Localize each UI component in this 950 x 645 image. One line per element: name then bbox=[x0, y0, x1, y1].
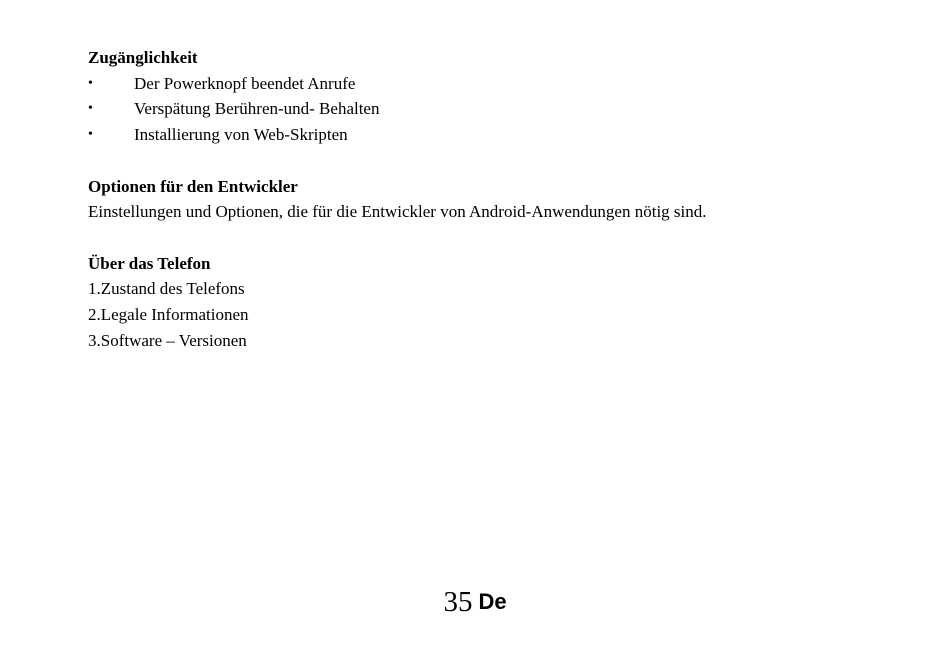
list-item-text: Installierung von Web-Skripten bbox=[134, 125, 348, 145]
list-item-text: Verspätung Berühren-und- Behalten bbox=[134, 99, 380, 119]
about-heading: Über das Telefon bbox=[88, 253, 211, 273]
list-item bbox=[88, 96, 908, 122]
list-item bbox=[88, 71, 908, 97]
list-item: 2.Legale Informationen bbox=[88, 305, 249, 324]
page-number: 35 bbox=[443, 586, 473, 618]
bullet-icon: • bbox=[88, 75, 93, 91]
list-item-text: Der Powerknopf beendet Anrufe bbox=[134, 73, 356, 93]
bullet-icon: • bbox=[88, 101, 93, 117]
list-item bbox=[88, 122, 908, 148]
spacer bbox=[88, 225, 908, 251]
list-item: 3.Software – Versionen bbox=[88, 330, 247, 350]
language-code: De bbox=[478, 589, 507, 614]
spacer bbox=[88, 148, 908, 174]
developer-description: Einstellungen und Optionen, die für die Entwickler von Android-Anwendungen nötig sind. bbox=[88, 202, 707, 222]
accessibility-list bbox=[88, 71, 908, 148]
bullet-icon: • bbox=[88, 127, 93, 143]
developer-heading: Optionen für den Entwickler bbox=[88, 176, 298, 196]
accessibility-heading: Zugänglichkeit bbox=[88, 48, 198, 67]
list-item: 1.Zustand des Telefons bbox=[88, 279, 245, 299]
page-footer bbox=[0, 584, 950, 622]
page-content bbox=[88, 45, 908, 353]
